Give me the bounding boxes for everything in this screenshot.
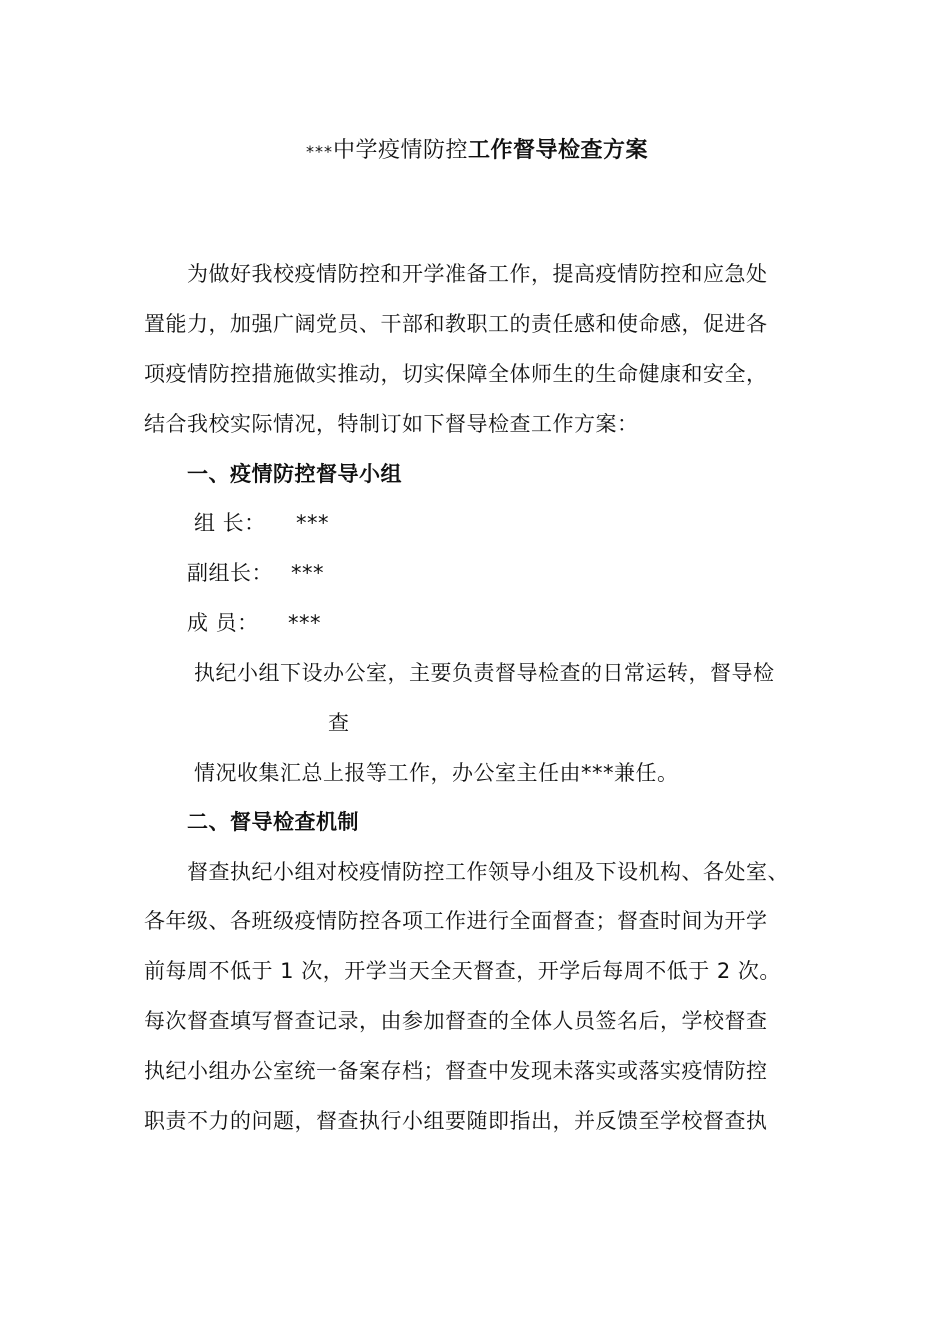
title-bold: 工作督导检查方案	[468, 138, 649, 163]
title-regular: 中学疫情防控	[333, 138, 469, 163]
member-name: ***	[288, 611, 321, 635]
section2-line: 每次督查填写督查记录，由参加督查的全体人员签名后，学校督查	[144, 1009, 768, 1033]
office-line: 执纪小组下设办公室，主要负责督导检查的日常运转，督导检	[194, 661, 775, 685]
member-name: ***	[291, 561, 324, 585]
section1-heading: 一、疫情防控督导小组	[187, 462, 402, 486]
member-name: ***	[296, 511, 329, 535]
section2-line: 各年级、各班级疫情防控各项工作进行全面督查；督查时间为开学	[144, 909, 768, 933]
member-role: 成 员：	[187, 611, 259, 635]
intro-line: 项疫情防控措施做实推动，切实保障全体师生的生命健康和安全，	[144, 362, 768, 386]
section2-line: 督查执纪小组对校疫情防控工作领导小组及下设机构、各处室、	[187, 860, 789, 884]
office-line: 情况收集汇总上报等工作，办公室主任由***兼任。	[194, 761, 679, 785]
section2-heading: 二、督导检查机制	[187, 810, 359, 834]
member-role: 副组长：	[187, 561, 273, 585]
intro-line: 结合我校实际情况，特制订如下督导检查工作方案：	[144, 412, 639, 436]
document-title	[306, 136, 648, 167]
intro-line: 置能力，加强广阔党员、干部和教职工的责任感和使命感，促进各	[144, 312, 768, 336]
intro-line: 为做好我校疫情防控和开学准备工作，提高疫情防控和应急处	[187, 262, 768, 286]
section2-line: 职责不力的问题，督查执行小组要随即指出，并反馈至学校督查执	[144, 1109, 768, 1133]
member-role: 组 长：	[194, 511, 266, 535]
office-line: 查	[328, 711, 350, 735]
section2-line: 前每周不低于 1 次，开学当天全天督查，开学后每周不低于 2 次。	[144, 959, 781, 983]
title-prefix: ***	[306, 142, 333, 161]
section2-line: 执纪小组办公室统一备案存档；督查中发现未落实或落实疫情防控	[144, 1059, 768, 1083]
